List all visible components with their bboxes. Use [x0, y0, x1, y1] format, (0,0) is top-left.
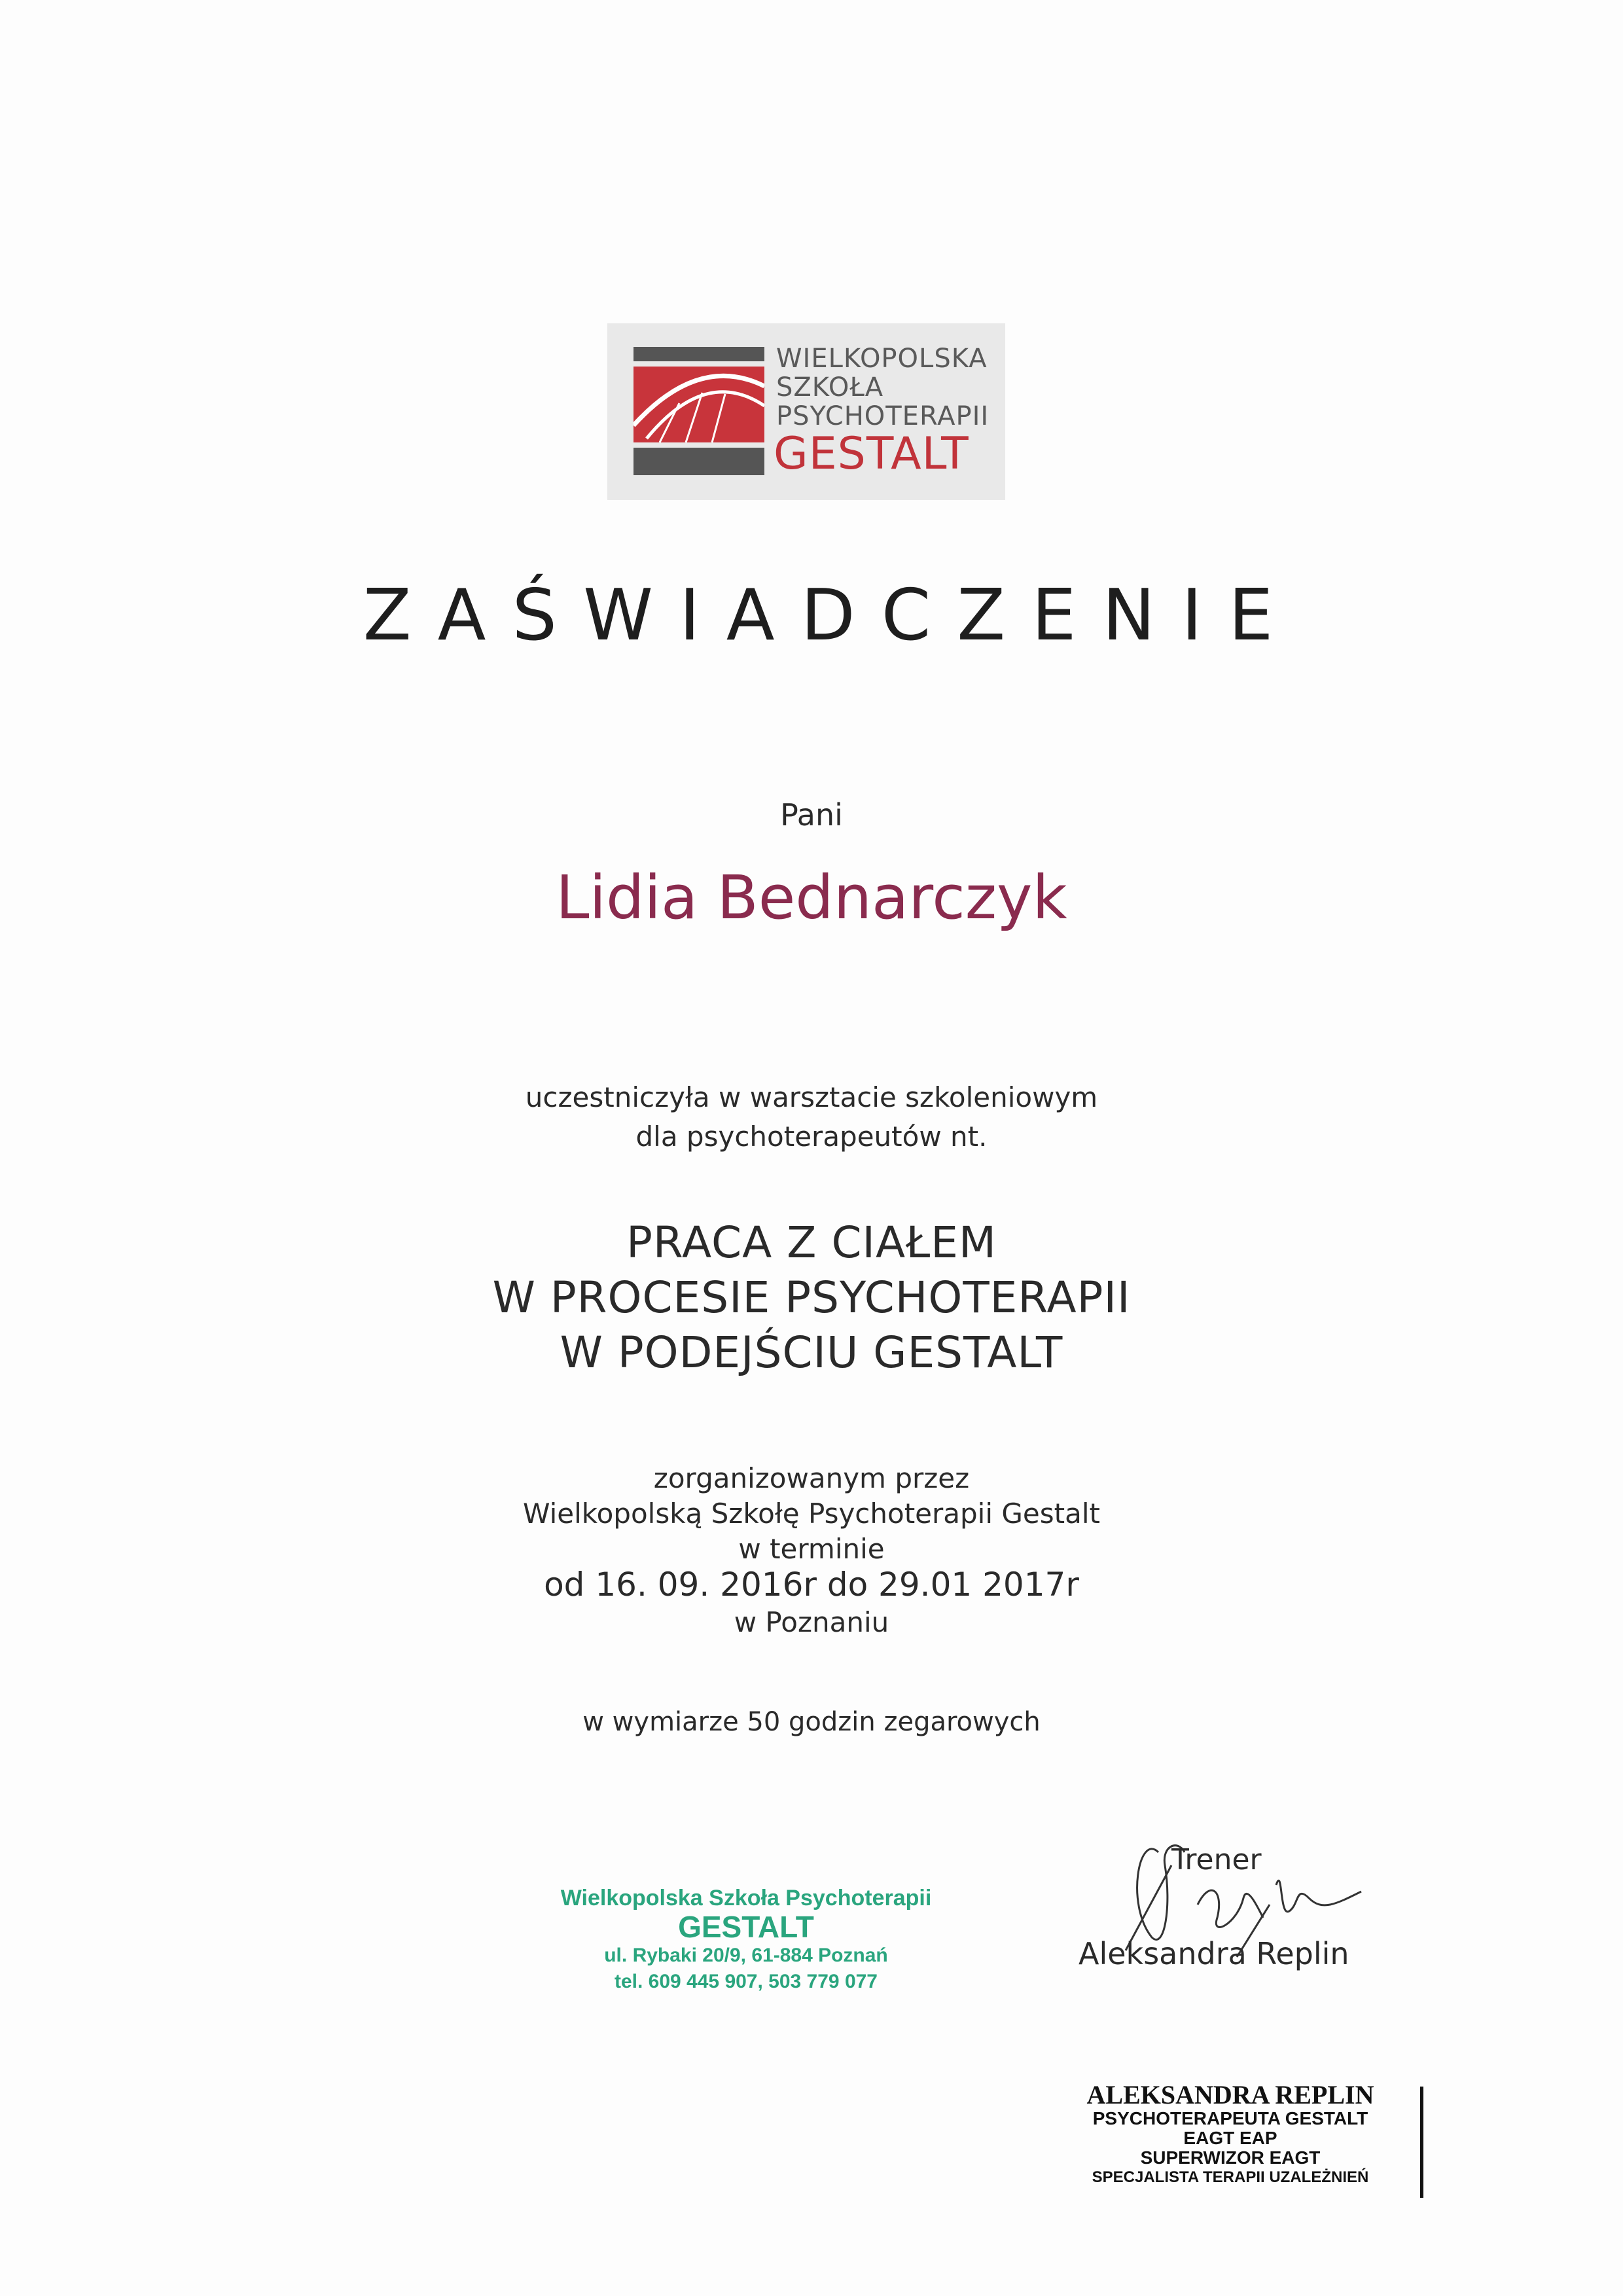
recipient-name: Lidia Bednarczyk [556, 863, 1067, 933]
trainer-stamp-line-4: SUPERWIZOR EAGT [1140, 2147, 1321, 2168]
organizer-line-2: Wielkopolską Szkołę Psychoterapii Gestalt [523, 1498, 1100, 1530]
trainer-stamp-line-1: ALEKSANDRA REPLIN [1086, 2080, 1374, 2109]
school-logo [607, 323, 1005, 500]
trainer-stamp-line-5: SPECJALISTA TERAPII UZALEŻNIEŃ [1092, 2168, 1369, 2186]
organizer-line-3: w terminie [738, 1533, 885, 1565]
course-title-line-3: W PODEJŚCIU GESTALT [560, 1327, 1063, 1378]
salutation: Pani [780, 797, 843, 833]
logo-line-3: PSYCHOTERAPII [776, 401, 990, 431]
trainer-stamp-line-3: EAGT EAP [1183, 2128, 1277, 2148]
school-stamp-line-1: Wielkopolska Szkoła Psychoterapii [560, 1886, 932, 1910]
participation-line-2: dla psychoterapeutów nt. [635, 1121, 988, 1153]
organizer-line-1: zorganizowanym przez [653, 1462, 970, 1494]
logo-brand: GESTALT [774, 428, 969, 480]
stamp-border-mark [1420, 2087, 1423, 2198]
course-title-line-1: PRACA Z CIAŁEM [626, 1217, 997, 1268]
course-title-line-2: W PROCESIE PSYCHOTERAPII [492, 1272, 1131, 1323]
course-place: w Poznaniu [734, 1606, 889, 1638]
school-stamp-line-2: GESTALT [678, 1910, 814, 1944]
course-hours: w wymiarze 50 godzin zegarowych [582, 1707, 1041, 1737]
participation-line-1: uczestniczyła w warsztacie szkoleniowym [525, 1081, 1098, 1113]
trainer-stamp [1021, 2081, 1440, 2187]
trainer-label: Trener [1171, 1843, 1262, 1876]
school-stamp [550, 1885, 942, 1995]
course-dates: od 16. 09. 2016r do 29.01 2017r [544, 1566, 1079, 1604]
document-title: ZAŚWIADCZENIE [363, 575, 1300, 656]
trainer-stamp-line-2: PSYCHOTERAPEUTA GESTALT [1092, 2108, 1368, 2128]
logo-line-2: SZKOŁA [776, 372, 884, 403]
bridge-logo-icon [633, 347, 764, 475]
school-stamp-line-4: tel. 609 445 907, 503 779 077 [614, 1971, 878, 1992]
trainer-name: Aleksandra Replin [1079, 1936, 1349, 1971]
school-stamp-line-3: ul. Rybaki 20/9, 61-884 Poznań [604, 1945, 888, 1966]
logo-line-1: WIELKOPOLSKA [776, 344, 988, 374]
